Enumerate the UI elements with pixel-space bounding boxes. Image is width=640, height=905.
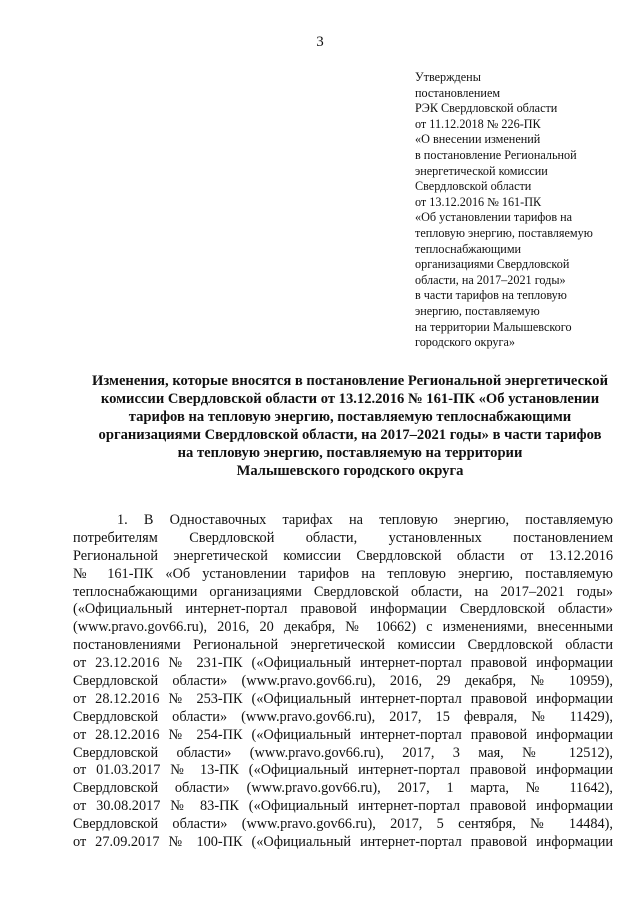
body-line: от 01.03.2017 № 13-ПК («Официальный интернет-портал правовой информации (73, 762, 613, 779)
body-line: потребителям Свердловской области, установленных постановлением (73, 529, 613, 546)
document-title (60, 372, 640, 480)
body-line: Свердловской области» (www.pravo.gov66.ru), 2017, 3 мая, № 12512), (73, 744, 613, 761)
approval-line: в постановление Региональной (415, 147, 577, 162)
body-line: 1. В Одноставочных тарифах на тепловую энергию, поставляемую (117, 512, 613, 528)
body-line: Свердловской области» (www.pravo.gov66.ru), 2017, 5 сентября, № 14484), (73, 816, 613, 833)
body-line: от 30.08.2017 № 83-ПК («Официальный интернет-портал правовой информации (73, 798, 613, 815)
title-line: Изменения, которые вносятся в постановление Региональной энергетической (92, 373, 608, 389)
title-line: на тепловую энергию, поставляемую на территории (177, 445, 523, 461)
approval-line: «О внесении изменений (415, 132, 541, 147)
body-line: (www.pravo.gov66.ru), 2016, 20 декабря, № 10662) с изменениями, внесенными (73, 619, 613, 636)
approval-line: «Об установлении тарифов на (415, 210, 573, 225)
approval-line: тепловую энергию, поставляемую (415, 225, 593, 240)
approval-line: от 11.12.2018 № 226-ПК (415, 116, 541, 131)
body-line: Свердловской области» (www.pravo.gov66.ru), 2017, 15 февраля, № 11429), (73, 708, 613, 725)
approval-line: теплоснабжающими (415, 241, 522, 256)
approval-line: энергию, поставляемую (415, 303, 540, 318)
body-line: от 28.12.2016 № 254-ПК («Официальный интернет-портал правовой информации (73, 726, 613, 743)
body-line: от 28.12.2016 № 253-ПК («Официальный интернет-портал правовой информации (73, 690, 613, 707)
body-line: Свердловской области» (www.pravo.gov66.ru), 2017, 1 марта, № 11642), (73, 780, 613, 797)
approval-line: на территории Малышевского (415, 319, 572, 334)
body-line: от 27.09.2017 № 100-ПК («Официальный интернет-портал правовой информации (73, 834, 613, 851)
body-line: («Официальный интернет-портал правовой информации Свердловской области» (73, 601, 613, 618)
approval-line: организациями Свердловской (415, 257, 570, 272)
approval-line: РЭК Свердловской области (415, 101, 558, 116)
title-line: организациями Свердловской области, на 2017–2021 годы» в части тарифов (98, 427, 602, 443)
title-line: тарифов на тепловую энергию, поставляемую теплоснабжающими (128, 409, 572, 425)
approval-line: энергетической комиссии (415, 163, 548, 178)
approval-line: постановлением (415, 85, 501, 100)
approval-line: Утверждены (415, 70, 481, 84)
body-paragraph (73, 512, 613, 852)
body-line: Региональной энергетической комиссии Свердловской области от 13.12.2016 (73, 547, 613, 564)
title-line: комиссии Свердловской области от 13.12.2016 № 161-ПК «Об установлении (100, 391, 600, 407)
approval-line: от 13.12.2016 № 161-ПК (415, 194, 542, 209)
approval-line: городского округа» (415, 335, 516, 350)
approval-block (415, 70, 635, 351)
body-line: Свердловской области» (www.pravo.gov66.ru), 2016, 29 декабря, № 10959), (73, 673, 613, 690)
body-line: № 161-ПК «Об установлении тарифов на тепловую энергию, поставляемую (73, 565, 613, 582)
approval-line: в части тарифов на тепловую (415, 288, 567, 303)
body-line: от 23.12.2016 № 231-ПК («Официальный интернет-портал правовой информации (73, 655, 613, 672)
approval-line: Свердловской области (415, 179, 532, 194)
body-line: теплоснабжающими организациями Свердловской области, на 2017–2021 годы» (73, 583, 613, 600)
title-line: Малышевского городского округа (236, 463, 464, 479)
page-number: 3 (316, 34, 324, 50)
approval-line: области, на 2017–2021 годы» (415, 272, 566, 287)
body-line: постановлениями Региональной энергетической комиссии Свердловской области (73, 637, 613, 654)
